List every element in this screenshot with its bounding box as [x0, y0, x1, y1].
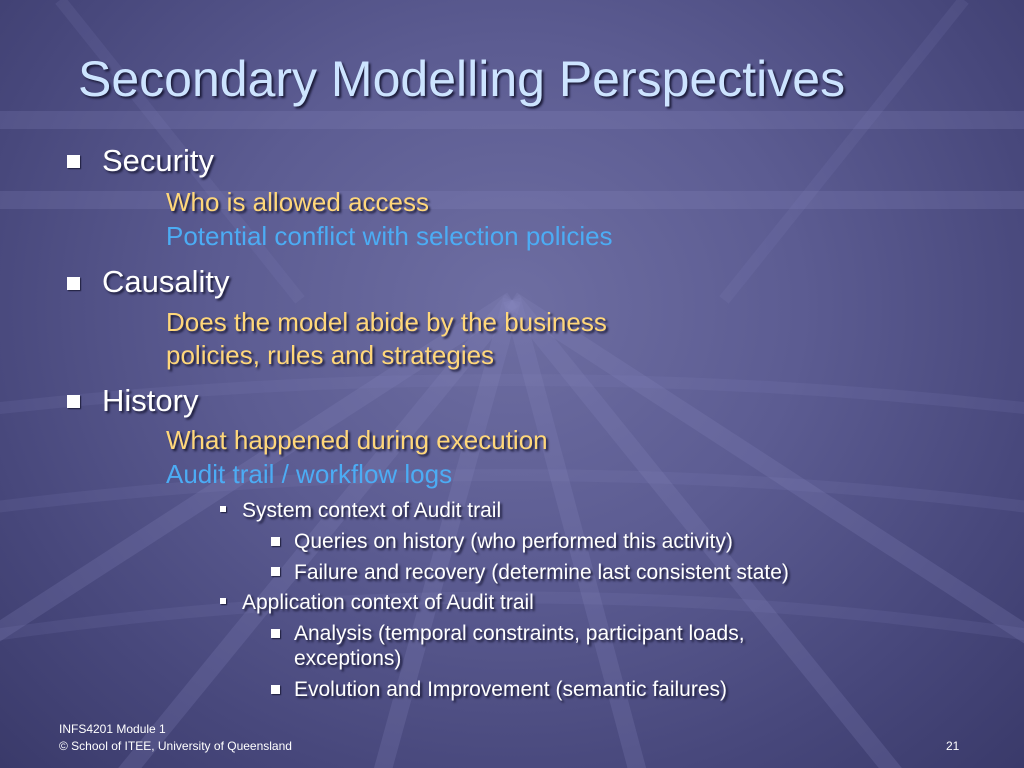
- history-note: Audit trail / workflow logs: [166, 459, 453, 489]
- subitem-failure-and-recovery: Failure and recovery (determine last consistent state): [294, 561, 789, 584]
- square-bullet-icon: [271, 537, 280, 546]
- square-bullet-icon: [271, 629, 280, 638]
- square-bullet-icon: [67, 395, 80, 408]
- security-description: Who is allowed access: [166, 187, 429, 217]
- history-description: What happened during execution: [166, 425, 548, 455]
- subitem-analysis-line-1: Analysis (temporal constraints, participant loads,: [294, 622, 745, 645]
- footer-copyright: © School of ITEE, University of Queensland: [59, 739, 292, 753]
- section-heading-history: History: [102, 383, 199, 418]
- subitem-system-context: System context of Audit trail: [242, 499, 502, 522]
- square-bullet-icon: [67, 155, 80, 168]
- subitem-analysis-line-2: exceptions): [294, 647, 402, 670]
- security-note: Potential conflict with selection policies: [166, 221, 613, 251]
- square-bullet-icon: [271, 567, 280, 576]
- causality-description-line-1: Does the model abide by the business: [166, 307, 607, 337]
- square-bullet-icon: [271, 685, 280, 694]
- slide-title: Secondary Modelling Perspectives: [78, 51, 846, 107]
- causality-description-line-2: policies, rules and strategies: [166, 340, 495, 370]
- page-number: 21: [946, 739, 960, 753]
- small-square-bullet-icon: [220, 598, 226, 604]
- subitem-application-context: Application context of Audit trail: [242, 591, 534, 614]
- small-square-bullet-icon: [220, 506, 226, 512]
- footer-course: INFS4201 Module 1: [59, 722, 166, 736]
- section-heading-causality: Causality: [102, 264, 230, 299]
- section-heading-security: Security: [102, 143, 214, 178]
- subitem-queries-on-history: Queries on history (who performed this activity): [294, 530, 733, 553]
- square-bullet-icon: [67, 277, 80, 290]
- subitem-evolution-and-improvement: Evolution and Improvement (semantic failures): [294, 678, 728, 701]
